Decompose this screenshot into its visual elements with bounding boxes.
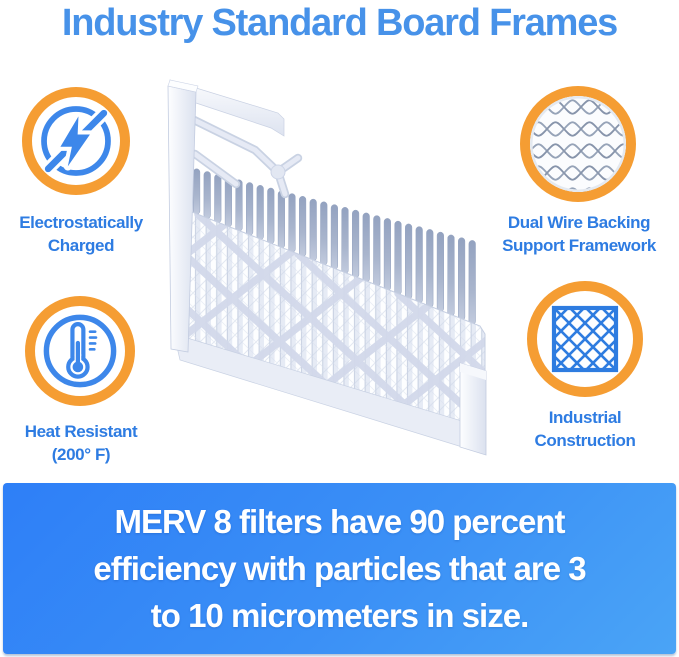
feature-label-heat <box>0 420 162 466</box>
right-end-cap <box>460 363 486 455</box>
banner-text-line: MERV 8 filters have 90 percent <box>114 503 565 540</box>
feature-circle-electrostatic <box>22 87 130 195</box>
info-banner <box>3 483 676 654</box>
feature-label-line: Construction <box>534 431 636 450</box>
thermometer-icon <box>38 309 122 393</box>
feature-label-industrial <box>497 406 673 452</box>
banner-text-line: efficiency with particles that are 3 <box>93 550 586 587</box>
diamond-lattice-icon <box>537 291 633 387</box>
feature-label-line: Charged <box>47 236 115 255</box>
lightning-bolt-icon <box>35 100 117 182</box>
feature-circle-industrial <box>527 281 643 397</box>
feature-label-line: Heat Resistant <box>24 422 138 441</box>
feature-label-line: Dual Wire Backing <box>507 213 651 232</box>
banner-text-line: to 10 micrometers in size. <box>150 597 529 634</box>
page-title: Industry Standard Board Frames <box>61 2 618 44</box>
feature-label-line: Electrostatically <box>19 213 143 232</box>
feature-label-line: Industrial <box>548 408 622 427</box>
wire-mesh-icon <box>530 96 626 192</box>
feature-circle-dual-wire <box>520 86 636 202</box>
air-filter-product-image <box>158 62 500 464</box>
feature-label-line: (200° F) <box>51 445 111 464</box>
feature-circle-heat <box>25 296 135 406</box>
feature-label-dual-wire <box>488 211 670 257</box>
feature-label-electrostatic <box>0 211 162 257</box>
feature-label-line: Support Framework <box>502 236 656 255</box>
